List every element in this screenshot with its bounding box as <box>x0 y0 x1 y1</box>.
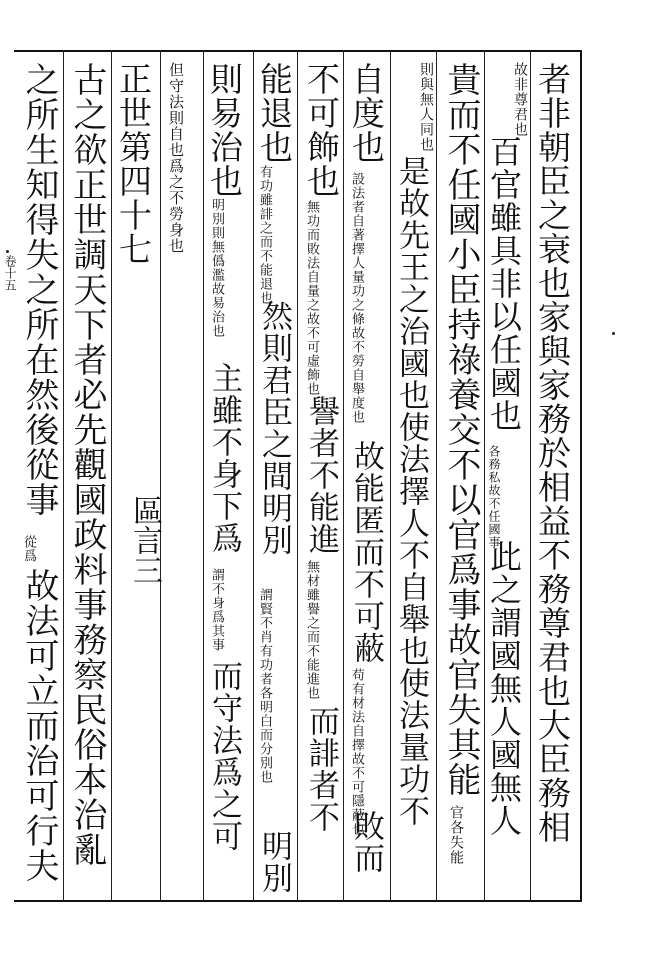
annotation-column-2-top: 故非尊君也 <box>512 62 528 137</box>
column-rule <box>343 50 344 900</box>
column-rule <box>436 50 437 900</box>
text-column-5c: 敗而 <box>348 810 384 874</box>
annotation-column-8b: 謂不身爲其事 <box>209 568 224 652</box>
text-column-8a: 則易治也 <box>205 62 244 198</box>
text-column-7c: 明別 <box>256 830 292 894</box>
text-column-11: 古之欲正世調天下者必先觀國政料事務察民俗本治亂 <box>67 62 107 867</box>
text-column-6a: 不可飾也 <box>302 62 341 198</box>
annotation-column-12: 從爲 <box>21 535 36 563</box>
column-rule <box>160 50 161 900</box>
column-rule <box>390 50 391 900</box>
chapter-title: 正世第四十七 <box>114 62 153 266</box>
text-column-8c: 而守法爲之可 <box>206 660 242 852</box>
text-column-1: 者非朝臣之衰也家與家務於相益不務尊君也大臣務相 <box>533 62 572 844</box>
column-rule <box>63 50 64 900</box>
annotation-column-7a: 有功雖誹之而不能退也 <box>257 165 272 305</box>
text-column-12a: 之所生知得失之所在然後從事 <box>19 62 59 517</box>
margin-folio-mark: 卷十五 <box>3 255 17 291</box>
margin-dot <box>612 332 615 335</box>
column-rule <box>530 50 531 900</box>
text-column-4: 是故先王之治國也使法擇人不自舉也使法量功不 <box>393 155 429 827</box>
margin-dot <box>6 250 9 253</box>
column-rule <box>111 50 112 900</box>
text-column-7a: 能退也 <box>255 62 294 164</box>
annotation-column-4-top: 則與無人同也 <box>418 62 434 152</box>
text-column-8b: 主雖不身下爲 <box>206 362 242 554</box>
column-rule <box>203 50 204 900</box>
annotation-column-2: 各務私故不任國事 <box>487 445 501 549</box>
text-column-5a: 自度也 <box>347 62 386 164</box>
text-column-6b: 譽者不能進 <box>303 395 339 555</box>
text-column-5b: 故能匿而不可蔽 <box>348 440 384 664</box>
annotation-column-8a: 明別則無僞濫故易治也 <box>209 198 224 338</box>
text-column-6c: 而誹者不 <box>303 705 339 833</box>
annotation-column-9: 但守法則自也爲之不勞身也 <box>167 62 185 254</box>
annotation-column-6b: 無材雖譽之而不能進也 <box>304 560 319 700</box>
annotation-column-3: 官各失能 <box>448 805 464 865</box>
text-column-7b: 然則君臣之間明別 <box>256 300 292 556</box>
column-rule <box>253 50 254 900</box>
text-column-2a: 百官雖具非以任國也 <box>485 135 523 432</box>
annotation-column-7b: 謂賢不肖有功者各明白而分別也 <box>257 588 272 784</box>
section-tag: 區言三 <box>127 495 162 585</box>
annotation-column-5b: 苟有材法自擇故不可隱蔽也 <box>349 668 364 836</box>
text-column-12b: 故法可立而治可行夫 <box>19 568 59 883</box>
annotation-column-5a: 設法者自著擇人量功之條故不勞自舉度也 <box>349 172 364 424</box>
column-rule <box>297 50 298 900</box>
text-column-3: 貴而不任國小臣持祿養交不以官爲事故官失其能 <box>441 62 481 797</box>
annotation-column-6a: 無功而敗法自量之故不可虛飾也 <box>304 200 319 396</box>
text-column-2b: 此之謂國無人國無人 <box>485 540 523 837</box>
